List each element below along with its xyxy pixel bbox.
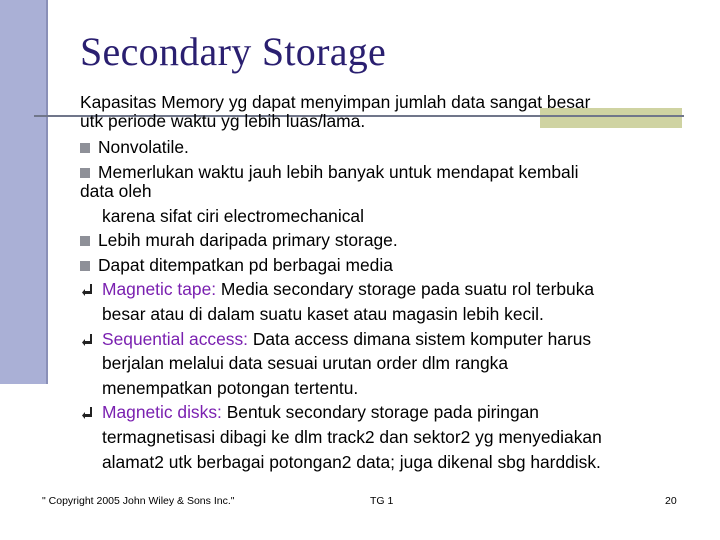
- footer-page-number: 20: [665, 495, 677, 507]
- bullet-cheaper: Lebih murah daripada primary storage.: [80, 228, 690, 253]
- sub-item-sequential-access-line-2: berjalan melalui data sesuai urutan order dlm rangka: [102, 353, 509, 374]
- square-bullet-icon: [80, 261, 90, 271]
- sub-item-magnetic-tape-line-2: besar atau di dalam suatu kaset atau magasin lebih kecil.: [102, 303, 544, 324]
- sub-item-magnetic-disks: Magnetic disks: Bentuk secondary storage pada piringan: [80, 400, 690, 425]
- bullet-retrieval-line-2: data oleh: [80, 180, 152, 201]
- sub-item-magnetic-disks-line-2: termagnetisasi dibagi ke dlm track2 dan sektor2 yg menyediakan: [102, 426, 602, 447]
- bullet-nonvolatile: Nonvolatile.: [80, 135, 690, 160]
- bullet-retrieval-line-1: Memerlukan waktu jauh lebih banyak untuk mendapat kembali: [80, 163, 690, 182]
- square-bullet-icon: [80, 143, 90, 153]
- footer-center-label: TG 1: [370, 495, 394, 507]
- intro-line-2: utk periode waktu yg lebih luas/lama.: [80, 111, 366, 131]
- bullet-retrieval-line-3: karena sifat ciri electromechanical: [102, 205, 364, 226]
- slide-title: Secondary Storage: [80, 29, 387, 74]
- slide-content: [80, 93, 690, 474]
- sub-item-sequential-access-line-3: menempatkan potongan tertentu.: [102, 377, 359, 398]
- sub-item-magnetic-tape: Magnetic tape: Media secondary storage pada suatu rol terbuka: [80, 277, 690, 302]
- arrow-down-right-icon: [82, 406, 94, 420]
- square-bullet-icon: [80, 236, 90, 246]
- arrow-down-right-icon: [82, 333, 94, 347]
- sub-item-sequential-access: Sequential access: Data access dimana sistem komputer harus: [80, 327, 690, 352]
- arrow-down-right-icon: [82, 283, 94, 297]
- sub-item-magnetic-disks-line-3: alamat2 utk berbagai potongan2 data; juga dikenal sbg harddisk.: [102, 451, 601, 472]
- left-decor-bar: [0, 0, 46, 384]
- square-bullet-icon: [80, 168, 90, 178]
- intro-line-1: Kapasitas Memory yg dapat menyimpan jumlah data sangat besar: [80, 92, 591, 112]
- left-decor-bar-edge: [46, 0, 48, 384]
- bullet-media: Dapat ditempatkan pd berbagai media: [80, 253, 690, 278]
- footer-copyright: " Copyright 2005 John Wiley & Sons Inc.": [42, 495, 235, 507]
